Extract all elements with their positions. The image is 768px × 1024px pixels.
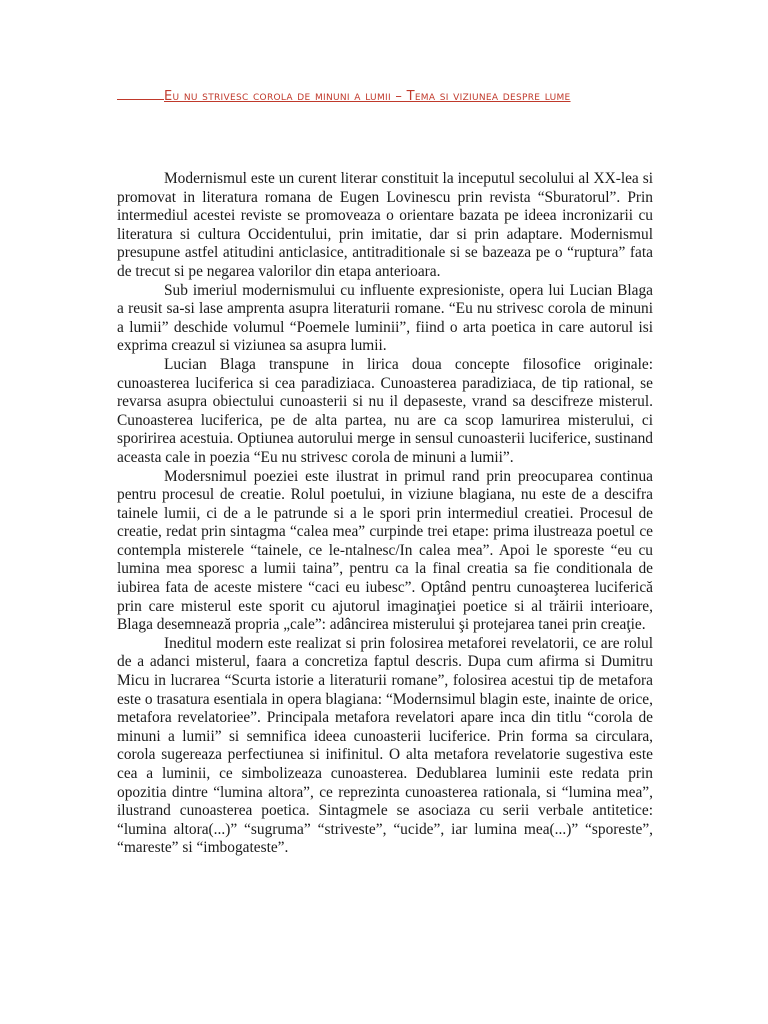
paragraph: Sub imeriul modernismului cu influente expresioniste, opera lui Lucian Blaga a reusit sa-si lase amprenta asupra literaturii romane. “Eu nu strivesc corola de minuni a lumii” deschide volumul “Poemele luminii”, fiind o arta poetica in care autorul isi exprima creazul si viziunea sa asupra lumii.: [117, 281, 653, 355]
paragraph: Lucian Blaga transpune in lirica doua concepte filosofice originale: cunoasterea luciferica si cea paradiziaca. Cunoasterea paradiziaca, de tip rational, se revarsa asupra obiectului cunoasterii si nu il depaseste, vrand sa descifreze misterul. Cunoasterea luciferica, pe de alta partea, nu are ca scop lamurirea misterului, ci sporirirea acestuia. Optiunea autorului merge in sensul cunoasterii luciferice, sustinand aceasta cale in poezia “Eu nu strivesc corola de minuni a lumii”.: [117, 355, 653, 466]
paragraph: Modersnimul poeziei este ilustrat in primul rand prin preocuparea continua pentru procesul de creatie. Rolul poetului, in viziune blagiana, nu este de a descifra tainele lumii, ci de a le patrunde si a le spori prin intermediul creatiei. Procesul de creatie, redat prin sintagma “calea mea” curpinde trei etape: prima ilustreaza poetul ce contempla misterele “tainele, ce le-ntalnesc/In calea mea”. Apoi le sporeste “eu cu lumina mea sporesc a lumii taina”, pentru ca la final creatia sa fie conditionala de iubirea fata de aceste mistere “caci eu iubesc”. Optând pentru cunoaşterea luciferică prin care misterul este sporit cu ajutorul imaginaţiei poetice si al trăirii interioare, Blaga desemnează propria „cale”: adâncirea misterului şi protejarea tanei prin creaţie.: [117, 467, 653, 634]
title-text: Eu nu strivesc corola de minuni a lumii – Tema si viziunea despre lume: [164, 89, 571, 104]
document-title: [117, 87, 677, 105]
paragraph: Modernismul este un curent literar constituit la inceputul secolului al XX-lea si promovat in literatura romana de Eugen Lovinescu prin revista “Sburatorul”. Prin intermediul acestei reviste se promoveaza o orientare bazata pe ideea incronizarii cu literatura si cultura Occidentului, prin imitatie, dar si prin adaptare. Modernismul presupune astfel atitudini anticlasice, antitraditionale si se bazeaza pe o “ruptura” fata de trecut si pe negarea valorilor din etapa anterioara.: [117, 170, 653, 280]
document-body: [117, 170, 653, 858]
title-leading-underline: [117, 87, 164, 100]
paragraph: Ineditul modern este realizat si prin folosirea metaforei revelatorii, ce are rolul de a adanci misterul, faara a concretiza faptul descris. Dupa cum afirma si Dumitru Micu in lucrarea “Scurta istorie a literaturii romane”, folosirea acestui tip de metafora este o trasatura esentiala in opera blagiana: “Modernsimul blagin este, inainte de orice, metafora revelatoriee”. Principala metafora revelatori apare inca din titlu “corola de minuni a lumii” si semnifica ideea cunoasterii luciferice. Prin forma sa circulara, corola sugereaza perfectiunea si inifinitul. O alta metafora revelatorie sugestiva este cea a luminii, ce simbolizeaza cunoasterea. Dedublarea luminii este redata prin opozitia dintre “lumina altora”, ce reprezinta cunoasterea rationala, si “lumina mea”, ilustrand cunoasterea poetica. Sintagmele se asociaza cu serii verbale antitetice: “lumina altora(...)” “sugruma” “striveste”, “ucide”, iar lumina mea(...)” “sporeste”, “mareste” si “imbogateste”.: [117, 634, 653, 857]
